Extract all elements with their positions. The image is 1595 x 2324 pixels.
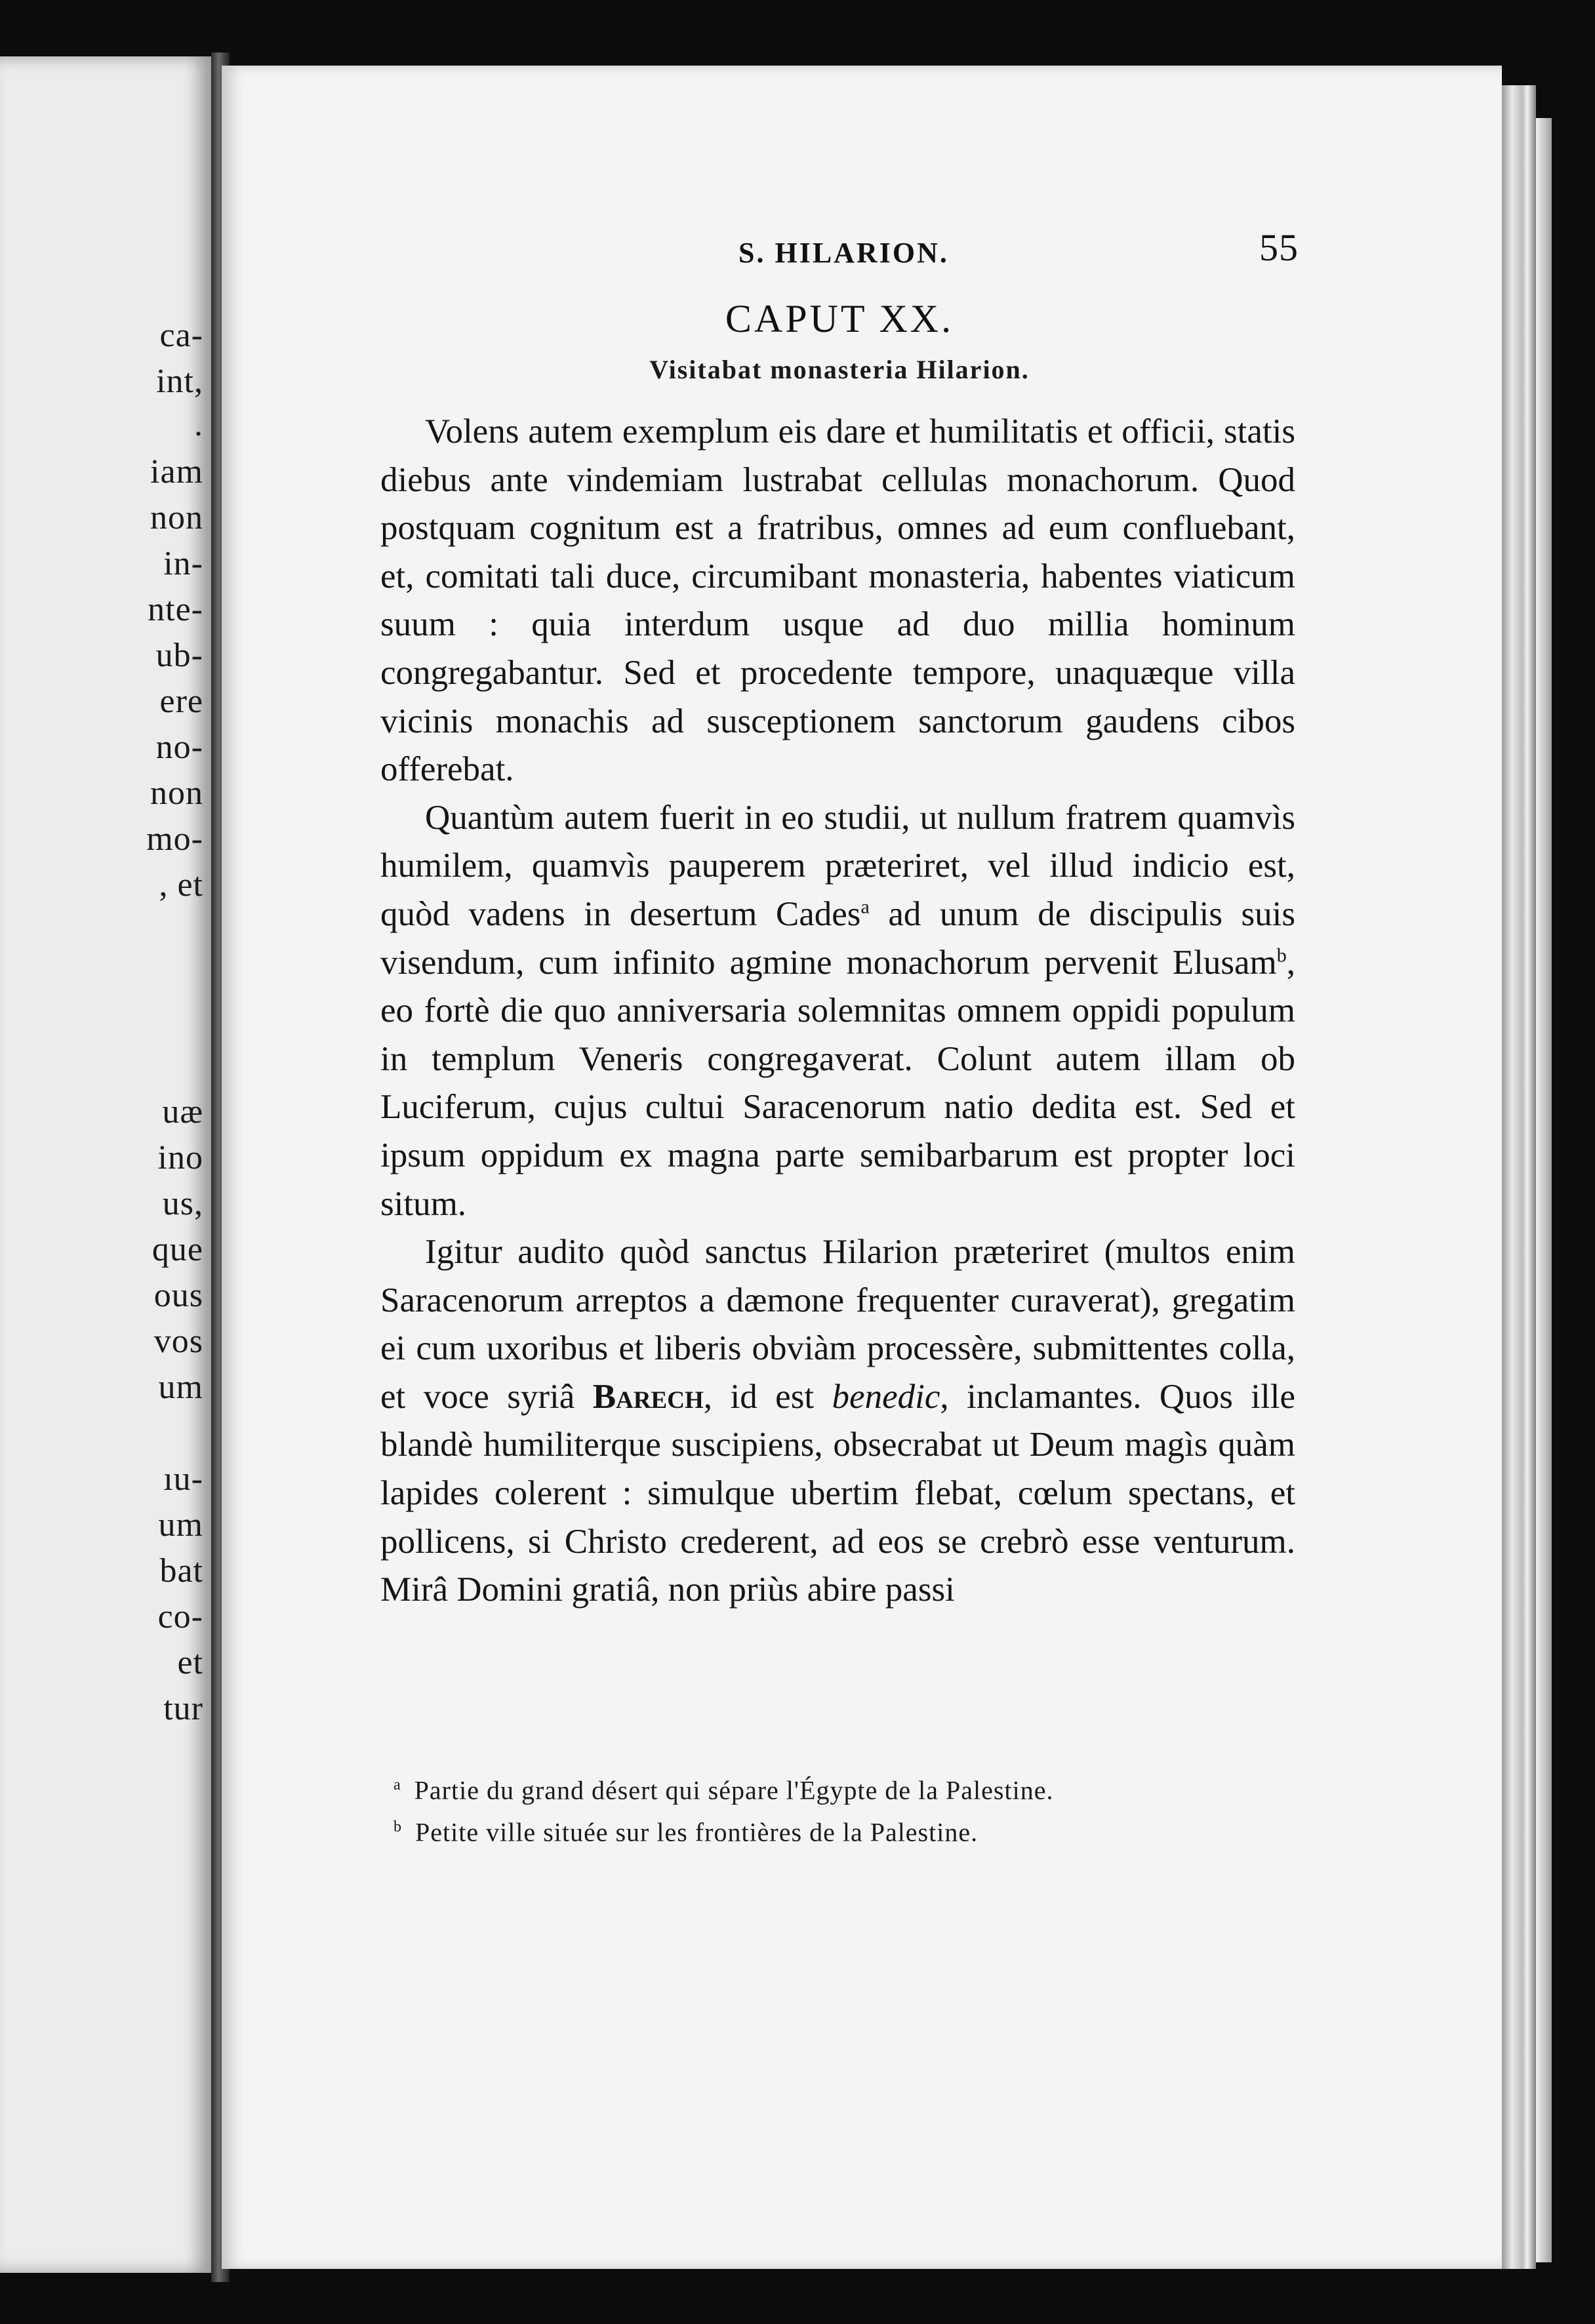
left-fragment: non xyxy=(150,499,203,536)
left-fragment: tur xyxy=(163,1690,203,1727)
left-fragment: que xyxy=(151,1231,203,1268)
left-facing-page xyxy=(0,56,211,2273)
footnote-mark: a xyxy=(394,1776,401,1793)
left-fragment: co- xyxy=(157,1598,203,1635)
body-text xyxy=(380,408,1295,1614)
footnote-ref: b xyxy=(1276,944,1287,966)
left-fragment: non xyxy=(150,774,203,812)
paragraph-text: Quantùm autem fuerit in eo studii, ut nullum fratrem quamvìs humilem, quamvìs pauperem præteriret, vel illud indicio est, quòd vadens in desertum Cades xyxy=(380,798,1295,933)
footnote xyxy=(394,1767,1312,1809)
footnote xyxy=(394,1809,1312,1851)
paragraph xyxy=(380,408,1295,794)
running-title: S. HILARION. xyxy=(738,237,949,269)
left-fragment: . xyxy=(194,406,203,443)
footnotes xyxy=(394,1767,1312,1851)
small-caps-word: Barech xyxy=(592,1377,704,1416)
left-fragment: , et xyxy=(159,866,203,904)
running-head xyxy=(380,226,1299,282)
left-fragment: mo- xyxy=(146,820,203,858)
chapter-title: CAPUT XX. xyxy=(725,297,954,340)
left-fragment: int, xyxy=(156,363,203,400)
left-fragment: nte- xyxy=(148,591,203,628)
left-fragment: vos xyxy=(153,1323,203,1360)
left-fragment: ino xyxy=(157,1139,203,1176)
paragraph-text: Volens autem exemplum eis dare et humilitatis et officii, statis diebus ante vindemiam lustrabat cellulas monachorum. Quod postquam cognitum est a fratribus, omnes ad eum confluebant, et, comitati tali duce, circumibant monasteria, habentes viaticum suum : quia interdum usque ad duo millia hominum congregabantur. Sed et procedente tempore, unaquæque villa vicinis monachis ad susceptionem sanctorum gaudens cibos offerebat. xyxy=(380,412,1295,789)
left-fragment: bat xyxy=(159,1552,203,1590)
paragraph-text: , eo fortè die quo anniversaria solemnitas omnem oppidi populum in templum Veneris congregaverat. Colunt autem illam ob Luciferum, cujus cultui Saracenorum natio dedita est. Sed et ipsum oppidum ex magna parte semibarbarum est propter loci situm. xyxy=(380,943,1295,1223)
footnote-text: Petite ville située sur les frontières de la Palestine. xyxy=(415,1817,979,1847)
left-fragment: et xyxy=(177,1644,203,1681)
left-fragment: uæ xyxy=(162,1093,203,1131)
chapter-subtitle: Visitabat monasteria Hilarion. xyxy=(649,355,1030,384)
footnote-text: Partie du grand désert qui sépare l'Égypte de la Palestine. xyxy=(414,1775,1054,1805)
left-fragment: ca- xyxy=(159,317,203,354)
paragraph-text: Igitur audito quòd sanctus Hilarion præteriret (multos enim Saracenorum arreptos a dæmone frequenter curaverat), gregatim ei cum uxoribus et liberis obviàm processère, submittentes colla, et voce syriâ xyxy=(380,1233,1295,1416)
paragraph-text: , id est xyxy=(703,1377,832,1416)
paragraph-text: , inclamantes. Quos ille blandè humiliterque suscipiens, obsecrabat ut Deum magìs quàm lapides colerent : simulque ubertim flebat, cœlum spectans, et pollicens, si Christo crederent, ad eos se crebrò esse venturum. Mirâ Domini gratiâ, non priùs abire passi xyxy=(380,1377,1295,1609)
left-fragment: ub- xyxy=(155,637,203,674)
left-fragment: um xyxy=(158,1369,203,1406)
page-edge-shadow xyxy=(1536,118,1552,2262)
left-fragment: no- xyxy=(155,729,203,766)
italic-word: benedic xyxy=(832,1377,940,1416)
left-fragment: in- xyxy=(163,545,203,582)
left-fragment: um xyxy=(158,1506,203,1544)
paragraph xyxy=(380,1228,1295,1614)
footnote-mark: b xyxy=(394,1818,402,1836)
page-edge xyxy=(1502,85,1536,2269)
left-fragment: ere xyxy=(159,683,203,720)
left-fragment: ıu- xyxy=(163,1460,203,1498)
left-fragment: iam xyxy=(150,453,203,491)
footnote-ref: a xyxy=(860,896,870,918)
page-number: 55 xyxy=(1259,226,1299,269)
paragraph xyxy=(380,794,1295,1228)
left-fragment: us, xyxy=(162,1185,203,1222)
paragraph-text: ad unum de discipulis suis visendum, cum infinito agmine monachorum pervenit Elusam xyxy=(380,894,1295,982)
left-fragment: ous xyxy=(153,1277,203,1314)
